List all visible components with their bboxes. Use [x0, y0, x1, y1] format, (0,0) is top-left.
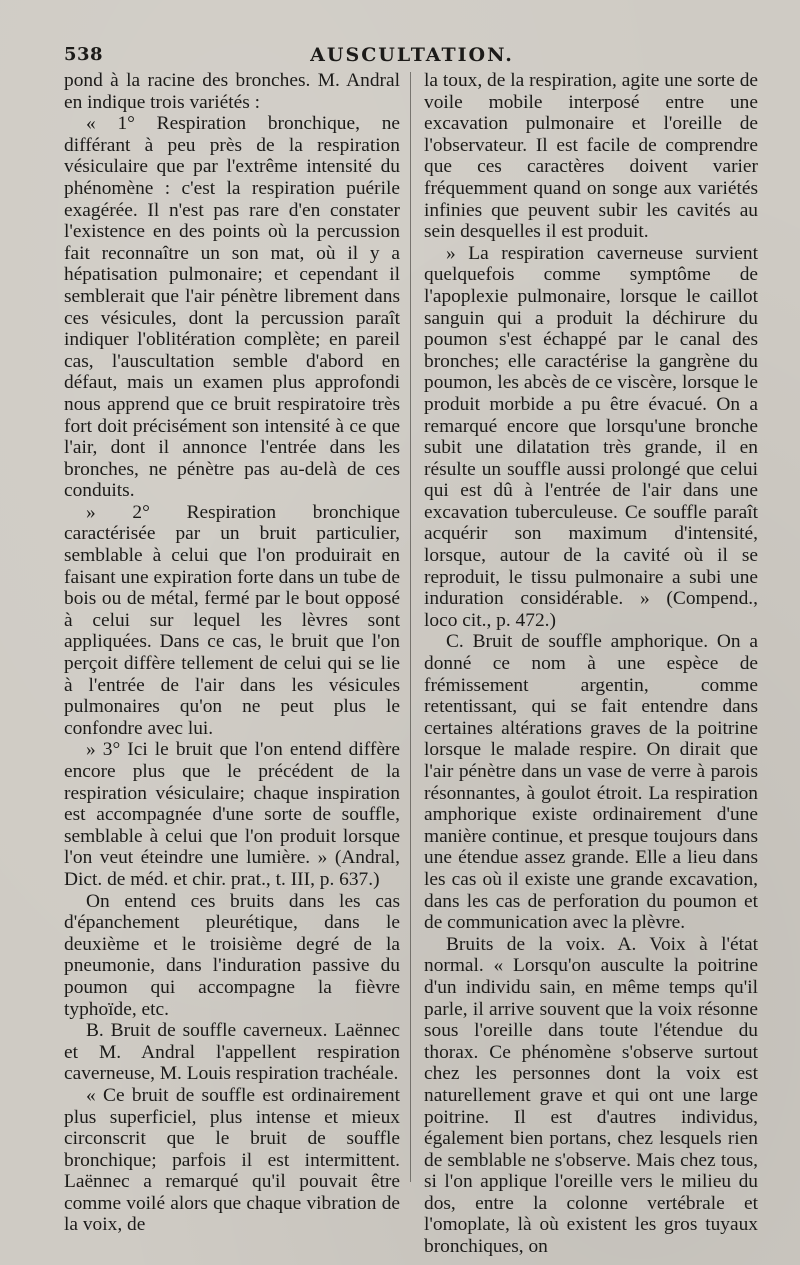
paragraph: » 2° Respiration bronchique caractérisée par un bruit particulier, semblable à celui que l'on produirait en faisant une expiration forte dans un tube de bois ou de métal, fermé par le bout opposé à celui sur lequel les lèvres sont appliquées. Dans ce cas, le bruit que l'on perçoit diffère tellement de celui qui se lie à l'entrée de l'air dans les vésicules pulmonaires qu'on ne peut plus le confondre avec lui. [64, 501, 400, 739]
page-number: 538 [64, 44, 104, 65]
right-column [424, 70, 758, 1258]
paragraph: C. Bruit de souffle amphorique. On a donné ce nom à une espèce de frémissement argentin, comme retentissant, qui se fait entendre dans certaines altérations graves de la poitrine lorsque le malade respire. On dirait que l'air pénètre dans un vase de verre à parois résonnantes, à goulot étroit. La respiration amphorique existe ordinairement d'une manière continue, et presque toujours dans une étendue assez grande. Elle a lieu dans les cas où il existe une grande excavation, dans les cas de perforation du poumon et de communication avec la plèvre. [424, 631, 758, 934]
paragraph: la toux, de la respiration, agite une sorte de voile mobile interposé entre une excavation pulmonaire et l'oreille de l'observateur. Il est facile de comprendre que ces caractères doivent varier fréquemment quand on songe aux variétés infinies que peuvent subir les cavités au sein desquelles il est produit. [424, 70, 758, 243]
left-column [64, 70, 400, 1236]
running-title: AUSCULTATION. [310, 44, 514, 66]
paragraph: pond à la racine des bronches. M. Andral en indique trois variétés : [64, 70, 400, 113]
paragraph: On entend ces bruits dans les cas d'épanchement pleurétique, dans le deuxième et le troisième degré de la pneumonie, dans l'induration passive du poumon qui accompagne la fièvre typhoïde, etc. [64, 890, 400, 1020]
page-header [64, 44, 760, 68]
paragraph: Bruits de la voix. A. Voix à l'état normal. « Lorsqu'on ausculte la poitrine d'un individu sain, en même temps qu'il parle, il arrive souvent que la voix résonne sous l'oreille dans toute l'étendue du thorax. Ce phénomène s'observe surtout chez les personnes dont la voix est naturellement grave et qui ont une large poitrine. Il est d'autres individus, également bien portans, chez lesquels rien de semblable ne s'observe. Mais chez tous, si l'on applique l'oreille vers le milieu du dos, entre la colonne vertébrale et l'omoplate, là où existent les gros tuyaux bronchiques, on [424, 933, 758, 1258]
paragraph: » La respiration caverneuse survient quelquefois comme symptôme de l'apoplexie pulmonaire, lorsque le caillot sanguin qui a produit la déchirure du poumon s'est échappé par le canal des bronches; elle caractérise la gangrène du poumon, les abcès de ce viscère, lorsque le produit morbide a pu être évacué. On a remarqué encore que lorsqu'une bronche subit une dilatation très grande, il en résulte un souffle aussi prolongé que celui qui est dû à l'entrée de l'air dans une excavation tuberculeuse. Ce souffle paraît acquérir son maximum d'intensité, lorsque, autour de la cavité où il se reproduit, le tissu pulmonaire a subi une induration considérable. » (Compend., loco cit., p. 472.) [424, 242, 758, 631]
paragraph: B. Bruit de souffle caverneux. Laënnec et M. Andral l'appellent respiration caverneuse, M. Louis respiration trachéale. [64, 1020, 400, 1085]
paragraph: « 1° Respiration bronchique, ne différant à peu près de la respiration vésiculaire que par l'extrême intensité du phénomène : c'est la respiration puérile exagérée. Il n'est pas rare d'en constater l'existence en des points où la percussion fait reconnaître un son mat, où il y a hépatisation pulmonaire; et cependant il semblerait que l'air pénètre librement dans ces vésicules, dont la percussion paraît indiquer l'oblitération complète; en pareil cas, l'auscultation semble d'abord en défaut, mais un examen plus approfondi nous apprend que ce bruit respiratoire très fort doit précisément son intensité à ce que l'air, dont il annonce l'entrée dans les bronches, ne pénètre pas au-delà de ces conduits. [64, 113, 400, 502]
paragraph: « Ce bruit de souffle est ordinairement plus superficiel, plus intense et mieux circonscrit que le bruit de souffle bronchique; parfois il est intermittent. Laënnec a remarqué qu'il pouvait être comme voilé alors que chaque vibration de la voix, de [64, 1084, 400, 1236]
paragraph: » 3° Ici le bruit que l'on entend diffère encore plus que le précédent de la respiration vésiculaire; chaque inspiration est accompagnée d'une sorte de souffle, semblable à celui que l'on produit lorsque l'on veut éteindre une lumière. » (Andral, Dict. de méd. et chir. prat., t. III, p. 637.) [64, 739, 400, 890]
column-divider [410, 72, 411, 1182]
